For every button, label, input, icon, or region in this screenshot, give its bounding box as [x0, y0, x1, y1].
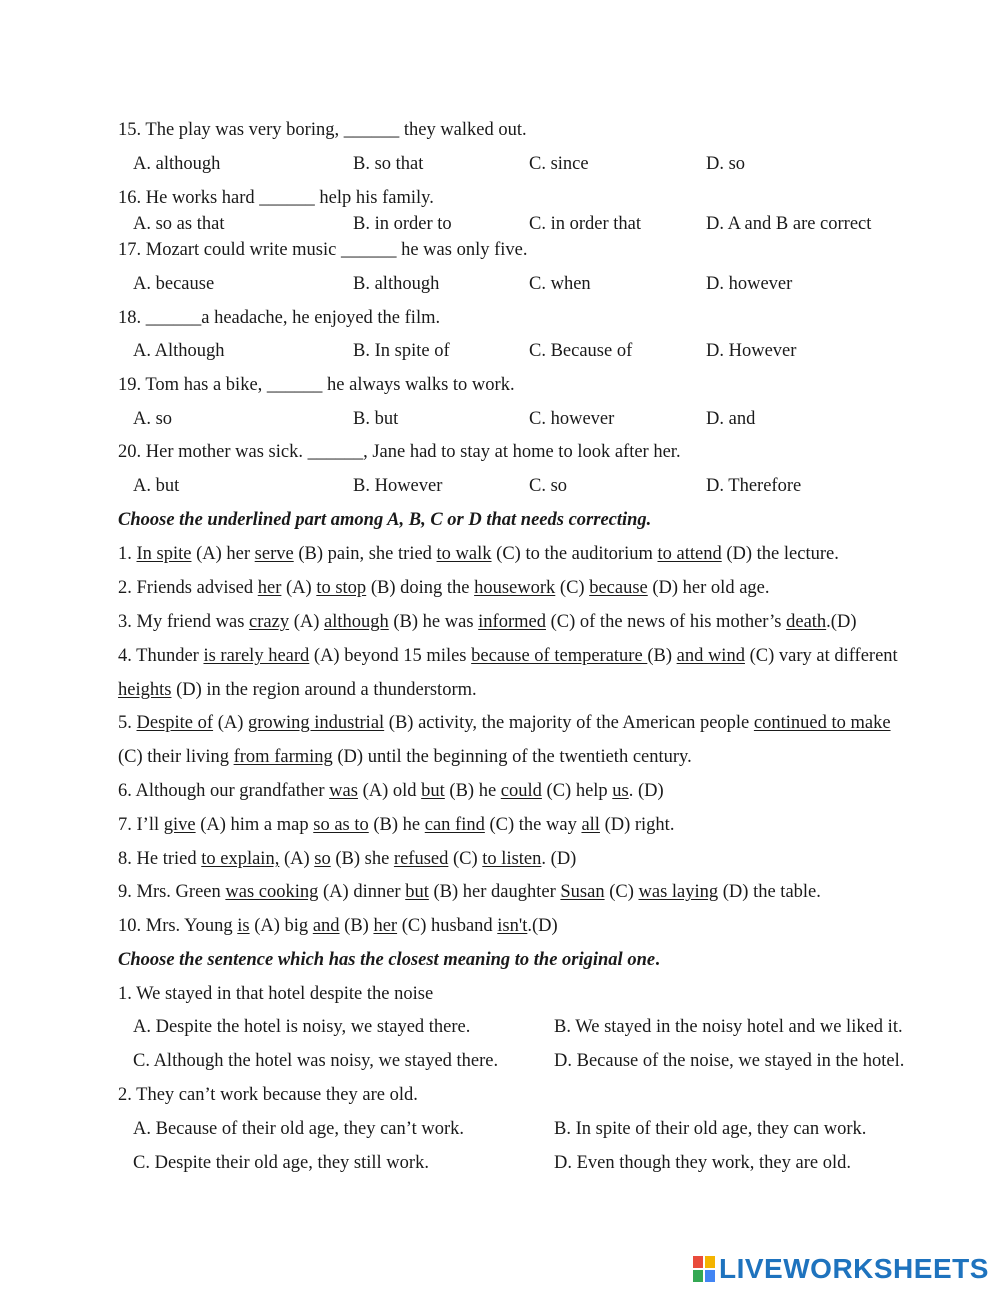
text: (D) until the beginning of the twentieth century. — [332, 747, 692, 767]
text: (C) — [604, 882, 639, 902]
option-c[interactable]: C. in order that — [529, 214, 642, 234]
error-question-7 — [118, 814, 674, 836]
text: (B) — [339, 916, 374, 936]
question-stem: 17. Mozart could write music ______ he was only five. — [118, 240, 528, 260]
option-a[interactable]: A. Because of their old age, they can’t work. — [133, 1119, 465, 1139]
error-question-10 — [118, 915, 558, 937]
text: (C) of the news of his mother’s — [545, 612, 787, 632]
underlined-part-d[interactable]: because — [589, 578, 648, 598]
underlined-part-d[interactable]: from farming — [233, 747, 333, 767]
text: (D) the table. — [718, 882, 821, 902]
error-question-2 — [118, 577, 770, 599]
text: (C) vary at different — [744, 646, 898, 666]
question-stem: 2. They can’t work because they are old. — [118, 1085, 418, 1105]
text: (B) activity, the majority of the American people — [384, 713, 754, 733]
underlined-part-b[interactable]: although — [324, 612, 389, 632]
underlined-part-c[interactable]: continued to make — [753, 713, 891, 733]
text: .(D) — [527, 916, 558, 936]
text: (D) right. — [599, 815, 675, 835]
underlined-part-b[interactable]: serve — [254, 544, 294, 564]
underlined-part-a[interactable]: is — [237, 916, 250, 936]
text: (D) in the region around a thunderstorm. — [171, 680, 477, 700]
underlined-part-a[interactable]: was cooking — [225, 882, 319, 902]
text: (A) beyond 15 miles — [309, 646, 472, 666]
logo-text: LIVEWORKSHEETS — [719, 1253, 989, 1284]
option-a[interactable]: A. although — [133, 154, 221, 174]
question-stem: 1. We stayed in that hotel despite the noise — [118, 984, 434, 1004]
underlined-part-c[interactable]: refused — [393, 849, 449, 869]
option-a[interactable]: A. so as that — [133, 214, 225, 234]
liveworksheets-logo[interactable] — [693, 1254, 989, 1284]
option-c[interactable]: C. when — [529, 274, 591, 294]
underlined-part-d[interactable]: death — [786, 612, 827, 632]
text: 4. Thunder — [118, 646, 204, 666]
text: (B) she — [330, 849, 394, 869]
underlined-part-c[interactable]: could — [500, 781, 542, 801]
option-c[interactable]: C. Because of — [529, 341, 633, 361]
underlined-part-a[interactable]: to explain, — [201, 849, 280, 869]
underlined-part-a[interactable]: crazy — [249, 612, 290, 632]
option-d[interactable]: D. However — [706, 341, 797, 361]
logo-block-red — [693, 1256, 703, 1268]
text: 8. He tried — [118, 849, 202, 869]
option-b[interactable]: B. although — [353, 274, 440, 294]
error-question-1 — [118, 543, 839, 565]
underlined-part-d[interactable]: to attend — [657, 544, 722, 564]
logo-block-green — [693, 1270, 703, 1282]
option-d[interactable]: D. Therefore — [706, 476, 802, 496]
text: (B) he was — [388, 612, 479, 632]
text: (D) the lecture. — [721, 544, 839, 564]
logo-block-yellow — [705, 1256, 715, 1268]
text: (B) doing the — [366, 578, 475, 598]
option-c[interactable]: C. so — [529, 476, 568, 496]
error-question-6 — [118, 780, 664, 802]
option-d[interactable]: D. A and B are correct — [706, 214, 872, 234]
option-b[interactable]: B. In spite of — [353, 341, 450, 361]
underlined-part-c[interactable]: Susan — [560, 882, 605, 902]
text: 9. Mrs. Green — [118, 882, 226, 902]
text: (A) — [281, 578, 317, 598]
underlined-part-c[interactable]: to walk — [436, 544, 492, 564]
underlined-part-a[interactable]: In spite — [136, 544, 192, 564]
text: (A) dinner — [318, 882, 406, 902]
option-a[interactable]: A. Despite the hotel is noisy, we stayed there. — [133, 1017, 471, 1037]
option-b[interactable]: B. in order to — [353, 214, 452, 234]
option-c[interactable]: C. Despite their old age, they still work. — [133, 1153, 429, 1173]
text: (C) the way — [484, 815, 582, 835]
text: (C) husband — [397, 916, 498, 936]
option-c[interactable]: C. since — [529, 154, 589, 174]
underlined-part-d[interactable]: to listen — [482, 849, 542, 869]
text: (A) — [289, 612, 325, 632]
text: (C) to the auditorium — [491, 544, 658, 564]
underlined-part-a[interactable]: give — [163, 815, 196, 835]
option-b[interactable]: B. We stayed in the noisy hotel and we liked it. — [554, 1017, 903, 1037]
text: 10. Mrs. Young — [118, 916, 238, 936]
text: (C) — [448, 849, 483, 869]
error-question-9 — [118, 881, 821, 903]
text: (C) help — [541, 781, 613, 801]
text: 7. I’ll — [118, 815, 164, 835]
option-d[interactable]: D. so — [706, 154, 746, 174]
error-question-4-line-1 — [118, 645, 898, 667]
error-question-4-line-2 — [118, 679, 477, 701]
question-stem: 18. ______a headache, he enjoyed the film. — [118, 308, 441, 328]
text: 5. — [118, 713, 137, 733]
error-question-5-line-2 — [118, 746, 692, 768]
underlined-part-b[interactable]: growing industrial — [248, 713, 385, 733]
underlined-part-b[interactable]: so — [314, 849, 331, 869]
underlined-part-b[interactable]: because of temperature — [471, 646, 648, 666]
text: 2. Friends advised — [118, 578, 258, 598]
option-c[interactable]: C. however — [529, 409, 615, 429]
text: (A) her — [191, 544, 255, 564]
text: .(D) — [826, 612, 857, 632]
option-a[interactable]: A. because — [133, 274, 215, 294]
question-stem: 19. Tom has a bike, ______ he always walks to work. — [118, 375, 515, 395]
option-b[interactable]: B. but — [353, 409, 399, 429]
underlined-part-d[interactable]: us — [612, 781, 629, 801]
text: (B) he — [368, 815, 425, 835]
option-d[interactable]: D. and — [706, 409, 756, 429]
text: (A) — [213, 713, 248, 733]
text: (A) him a map — [195, 815, 314, 835]
text: 1. — [118, 544, 137, 564]
text: . (D) — [628, 781, 664, 801]
underlined-part-b[interactable]: but — [405, 882, 429, 902]
text: 6. Although our grandfather — [118, 781, 330, 801]
section-heading-closest-meaning — [118, 949, 660, 971]
question-stem: 16. He works hard ______ help his family. — [118, 188, 434, 208]
text: (A) big — [249, 916, 313, 936]
option-c[interactable]: C. Although the hotel was noisy, we stayed there. — [133, 1051, 499, 1071]
text: (A) — [279, 849, 315, 869]
underlined-part-d[interactable]: isn't — [497, 916, 528, 936]
underlined-part-d[interactable]: was laying — [638, 882, 719, 902]
section-heading-error-correction: Choose the underlined part among A, B, C or D that needs correcting. — [118, 510, 652, 530]
text: (C) — [555, 578, 590, 598]
underlined-part-c[interactable]: can find — [424, 815, 485, 835]
underlined-part-b[interactable]: so as to — [313, 815, 369, 835]
underlined-part-b[interactable]: to stop — [316, 578, 367, 598]
text: (D) her old age. — [647, 578, 770, 598]
option-d[interactable]: D. Even though they work, they are old. — [554, 1153, 851, 1173]
option-a[interactable]: A. but — [133, 476, 180, 496]
question-stem: 15. The play was very boring, ______ they walked out. — [118, 120, 527, 140]
option-b[interactable]: B. In spite of their old age, they can work. — [554, 1119, 867, 1139]
error-question-5-line-1 — [118, 712, 891, 734]
text: (B) — [647, 646, 677, 666]
text: (A) old — [357, 781, 422, 801]
text: (B) he — [444, 781, 501, 801]
error-question-3 — [118, 611, 856, 633]
text: 3. My friend was — [118, 612, 250, 632]
underlined-part-a[interactable]: her — [257, 578, 282, 598]
heading-period: . — [655, 950, 660, 970]
question-stem: 20. Her mother was sick. ______, Jane had to stay at home to look after her. — [118, 442, 681, 462]
underlined-part-b[interactable]: but — [421, 781, 445, 801]
underlined-part-d[interactable]: heights — [118, 680, 172, 700]
option-d[interactable]: D. Because of the noise, we stayed in the hotel. — [554, 1051, 905, 1071]
text: (B) her daughter — [428, 882, 561, 902]
text: (B) pain, she tried — [293, 544, 437, 564]
underlined-part-c[interactable]: housework — [474, 578, 556, 598]
logo-block-blue — [705, 1270, 715, 1282]
underlined-part-c[interactable]: her — [373, 916, 398, 936]
underlined-part-a[interactable]: was — [329, 781, 358, 801]
underlined-part-c[interactable]: and wind — [676, 646, 745, 666]
underlined-part-d[interactable]: all — [581, 815, 600, 835]
option-a[interactable]: A. Although — [133, 341, 225, 361]
option-b[interactable]: B. However — [353, 476, 443, 496]
heading-text: Choose the sentence which has the closest meaning to the original one — [118, 950, 656, 970]
underlined-part-a[interactable]: is rarely heard — [203, 646, 310, 666]
error-question-8 — [118, 848, 576, 870]
option-a[interactable]: A. so — [133, 409, 173, 429]
underlined-part-b[interactable]: and — [312, 916, 340, 936]
underlined-part-a[interactable]: Despite of — [136, 713, 214, 733]
underlined-part-c[interactable]: informed — [478, 612, 546, 632]
liveworksheets-logo-icon — [693, 1256, 715, 1282]
text: (C) their living — [118, 747, 234, 767]
option-b[interactable]: B. so that — [353, 154, 424, 174]
text: . (D) — [541, 849, 577, 869]
option-d[interactable]: D. however — [706, 274, 793, 294]
